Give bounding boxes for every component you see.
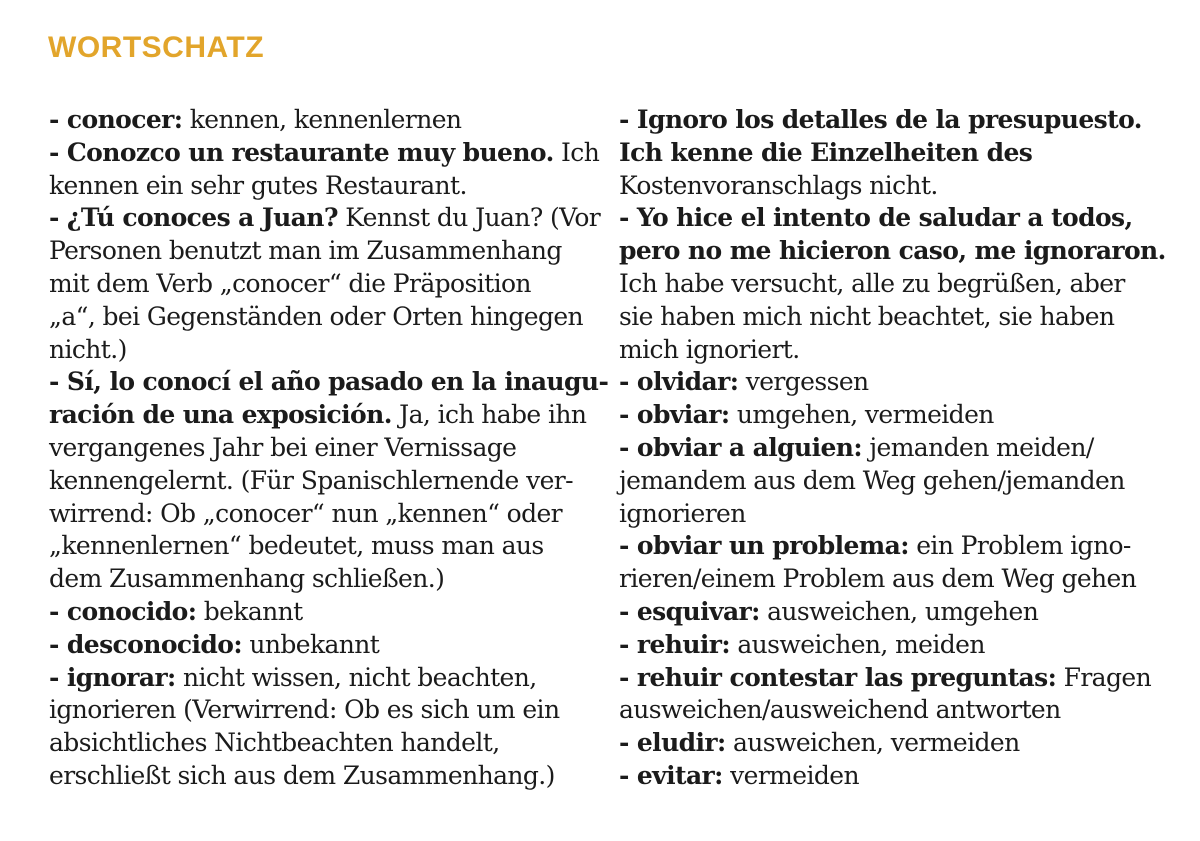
vocab-term: - Conozco un restaurante muy bueno. [49, 137, 554, 167]
vocab-term: - obviar a alguien: [619, 432, 862, 462]
vocab-translation: jemanden meiden/ [862, 432, 1094, 462]
entry-line [619, 760, 1159, 793]
vocab-translation: sie haben mich nicht beachtet, sie haben [619, 301, 1115, 331]
vocab-translation: absichtliches Nichtbeachten handelt, [49, 728, 500, 758]
vocab-term-continued: pero no me hicieron caso, me ignoraron. [619, 236, 1166, 266]
vocab-term: - evitar: [619, 760, 723, 790]
vocab-translation: mit dem Verb „conocer“ die Präposition [49, 268, 531, 298]
vocab-translation: kennengelernt. (Für Spanischlernende ver- [49, 465, 573, 495]
vocab-translation: umgehen, vermeiden [729, 400, 994, 430]
vocab-translation: vergangenes Jahr bei einer Vernissage [49, 432, 517, 462]
entry-line [49, 202, 601, 235]
vocab-term: - obviar un problema: [619, 531, 909, 561]
vocab-entry [49, 366, 609, 596]
vocab-entry [619, 727, 1159, 760]
vocab-translation: vermeiden [722, 760, 859, 790]
vocab-translation: ausweichen, meiden [730, 629, 985, 659]
vocab-translation: Ich [553, 137, 600, 167]
vocab-translation: mich ignoriert. [619, 334, 800, 364]
right-column [619, 104, 1166, 793]
vocab-entry [49, 202, 601, 366]
entry-line [49, 366, 609, 399]
vocab-translation: vergessen [738, 367, 869, 397]
entry-line [619, 104, 1159, 137]
vocab-term: - conocido: [49, 596, 197, 626]
section-heading: WORTSCHATZ [48, 31, 265, 64]
vocab-translation: „kennenlernen“ bedeutet, muss man aus [49, 531, 544, 561]
entry-line [619, 366, 1159, 399]
vocab-term: - esquivar: [619, 596, 760, 626]
entry-line [619, 596, 1159, 629]
entry-line [619, 399, 1159, 432]
entry-line [619, 235, 1166, 268]
vocab-entry [49, 596, 589, 629]
vocab-translation: ausweichen, umgehen [759, 596, 1039, 626]
vocab-entry [619, 202, 1166, 366]
vocab-entry [619, 760, 1159, 793]
entry-line [49, 596, 589, 629]
vocab-term: - ¿Tú conoces a Juan? [49, 203, 338, 233]
vocab-term: - Yo hice el intento de saludar a todos, [619, 203, 1133, 233]
vocab-translation: unbekannt [242, 629, 380, 659]
vocab-translation: ausweichen/ausweichend antworten [619, 695, 1061, 725]
vocab-entry [619, 432, 1159, 530]
vocab-entry [49, 104, 589, 137]
entry-line [49, 629, 589, 662]
vocab-translation: nicht.) [49, 334, 127, 364]
vocab-term: - eludir: [619, 728, 726, 758]
vocab-translation: „a“, bei Gegenständen oder Orten hingegen [49, 301, 584, 331]
vocab-translation: ignorieren [619, 498, 746, 528]
entry-line [619, 629, 1159, 662]
vocab-term: - olvidar: [619, 367, 739, 397]
vocab-translation: kennen, kennenlernen [182, 105, 462, 134]
entry-line [49, 104, 589, 137]
vocab-translation: ein Problem igno- [908, 531, 1131, 561]
vocab-entry [619, 596, 1159, 629]
vocab-entry [619, 629, 1159, 662]
vocab-term-continued: Ich kenne die Einzelheiten des [619, 137, 1033, 167]
vocab-translation: erschließt sich aus dem Zusammenhang.) [49, 760, 555, 790]
vocab-term: - desconocido: [49, 629, 242, 659]
entry-line [619, 137, 1159, 170]
entry-line [619, 727, 1159, 760]
entry-line [49, 399, 589, 432]
vocab-translation: rieren/einem Problem aus dem Weg gehen [619, 564, 1137, 594]
vocab-translation: kennen ein sehr gutes Restaurant. [49, 170, 467, 200]
vocab-entry [49, 662, 589, 793]
left-column [49, 104, 609, 793]
vocab-entry [619, 104, 1159, 202]
vocab-translation: ignorieren (Verwirrend: Ob es sich um ein [49, 695, 560, 725]
vocab-term: - obviar: [619, 400, 730, 430]
vocab-term: - rehuir: [619, 629, 731, 659]
vocab-term: - Ignoro los detalles de la presupuesto. [619, 105, 1142, 134]
vocab-entry [619, 366, 1159, 399]
vocab-entry [619, 530, 1159, 596]
vocab-translation: bekannt [196, 596, 303, 626]
entry-line [49, 662, 589, 695]
vocab-term: - rehuir contestar las preguntas: [619, 662, 1057, 692]
vocab-entry [49, 137, 600, 203]
vocab-translation: Ich habe versucht, alle zu begrüßen, aber [619, 268, 1125, 298]
vocab-translation: dem Zusammenhang schließen.) [49, 564, 445, 594]
vocab-translation: Kennst du Juan? (Vor [337, 203, 601, 233]
entry-line [619, 530, 1159, 563]
vocab-translation: Fragen [1056, 662, 1152, 692]
vocab-translation: Ja, ich habe ihn [391, 400, 587, 430]
vocab-term: - conocer: [49, 105, 183, 134]
vocab-translation: ausweichen, vermeiden [725, 728, 1020, 758]
vocab-term: - ignorar: [49, 662, 176, 692]
vocab-entry [619, 662, 1159, 728]
vocab-entry [619, 399, 1159, 432]
entry-line [49, 137, 600, 170]
vocab-translation: wirrend: Ob „conocer“ nun „kennen“ oder [49, 498, 563, 528]
vocab-translation: Kostenvoranschlags nicht. [619, 170, 938, 200]
entry-line [619, 432, 1159, 465]
entry-line [619, 662, 1159, 695]
vocab-translation: jemandem aus dem Weg gehen/jemanden [619, 465, 1125, 495]
vocab-entry [49, 629, 589, 662]
vocab-term-continued: ración de una exposición. [49, 400, 392, 430]
vocab-translation: nicht wissen, nicht beachten, [175, 662, 537, 692]
vocab-translation: Personen benutzt man im Zusammenhang [49, 236, 562, 266]
entry-line [619, 202, 1159, 235]
vocab-term: - Sí, lo conocí el año pasado en la inaugu- [49, 367, 609, 397]
